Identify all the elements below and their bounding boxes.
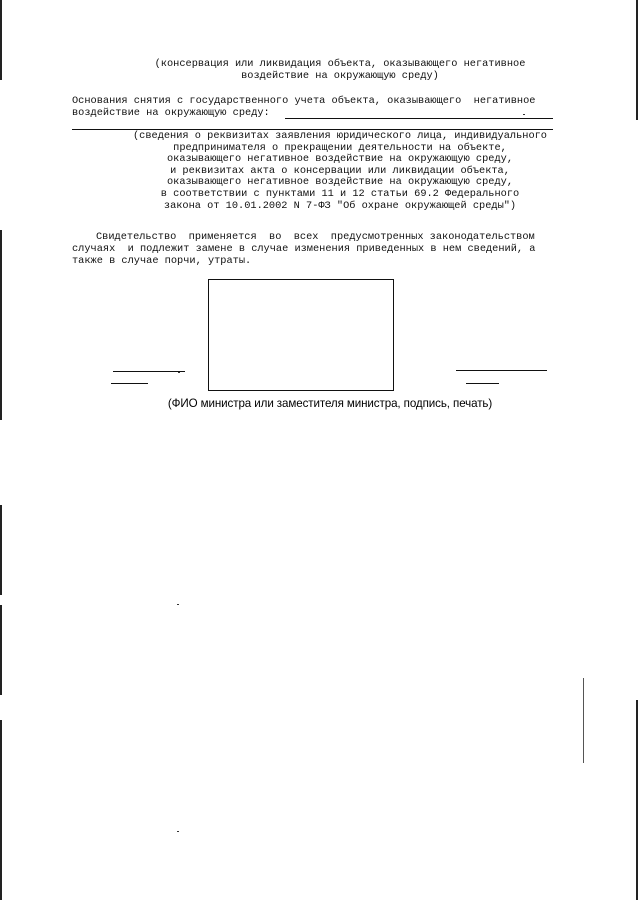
details-note-line-7: закона от 10.01.2002 N 7-ФЗ "Об охране окружающей среды") <box>163 199 517 212</box>
scan-edge-mark <box>0 720 2 900</box>
details-note-line-1: (сведения о реквизитах заявления юридического лица, индивидуального <box>132 130 547 142</box>
validity-paragraph <box>72 231 562 267</box>
scan-edge-mark <box>636 0 638 120</box>
scan-edge-mark <box>583 678 584 763</box>
validity-line-1: Свидетельство применяется во всех предусмотренных законодательством <box>96 231 535 243</box>
details-note-line-5: оказывающего негативное воздействие на окружающую среду, <box>166 176 514 189</box>
details-note-line-4: и реквизитах акта о консервации или ликвидации объекта, <box>170 164 510 177</box>
validity-line-3: также в случае порчи, утраты. <box>72 255 252 267</box>
removal-basis-fill-line <box>285 118 553 119</box>
scan-speck <box>523 114 525 115</box>
scan-speck <box>177 604 179 605</box>
header-note-line-2: воздействие на окружающую среду) <box>241 70 439 82</box>
scan-speck <box>178 372 180 373</box>
scan-edge-mark <box>0 505 2 595</box>
details-note-line-6: в соответствии с пунктами 11 и 12 статьи 69.2 Федерального <box>160 187 520 200</box>
header-note <box>60 58 620 82</box>
left-signature-line <box>113 371 185 372</box>
header-note-line-1: (консервация или ликвидация объекта, оказывающего негативное <box>154 58 526 70</box>
removal-basis <box>72 95 562 119</box>
right-short-line <box>466 383 499 384</box>
scan-edge-mark <box>0 0 2 80</box>
scan-edge-mark <box>0 230 2 420</box>
details-note-line-2: предпринимателя о прекращении деятельности на объекте, <box>173 141 507 154</box>
validity-line-2: случаях и подлежит замене в случае изменения приведенных в нем сведений, а <box>72 243 536 255</box>
details-note <box>60 131 620 212</box>
removal-basis-line-2: воздействие на окружающую среду: <box>72 107 270 119</box>
removal-basis-line-1: Основания снятия с государственного учета объекта, оказывающего негативное <box>72 95 536 107</box>
left-short-line <box>111 383 148 384</box>
right-signature-line <box>456 370 547 371</box>
scan-edge-mark <box>0 605 2 695</box>
scan-speck <box>177 831 179 832</box>
details-note-line-3: оказывающего негативное воздействие на окружающую среду, <box>166 153 514 166</box>
seal-box <box>208 279 394 391</box>
scan-edge-mark <box>636 700 638 900</box>
signature-caption: (ФИО министра или заместителя министра, подпись, печать) <box>167 397 493 410</box>
